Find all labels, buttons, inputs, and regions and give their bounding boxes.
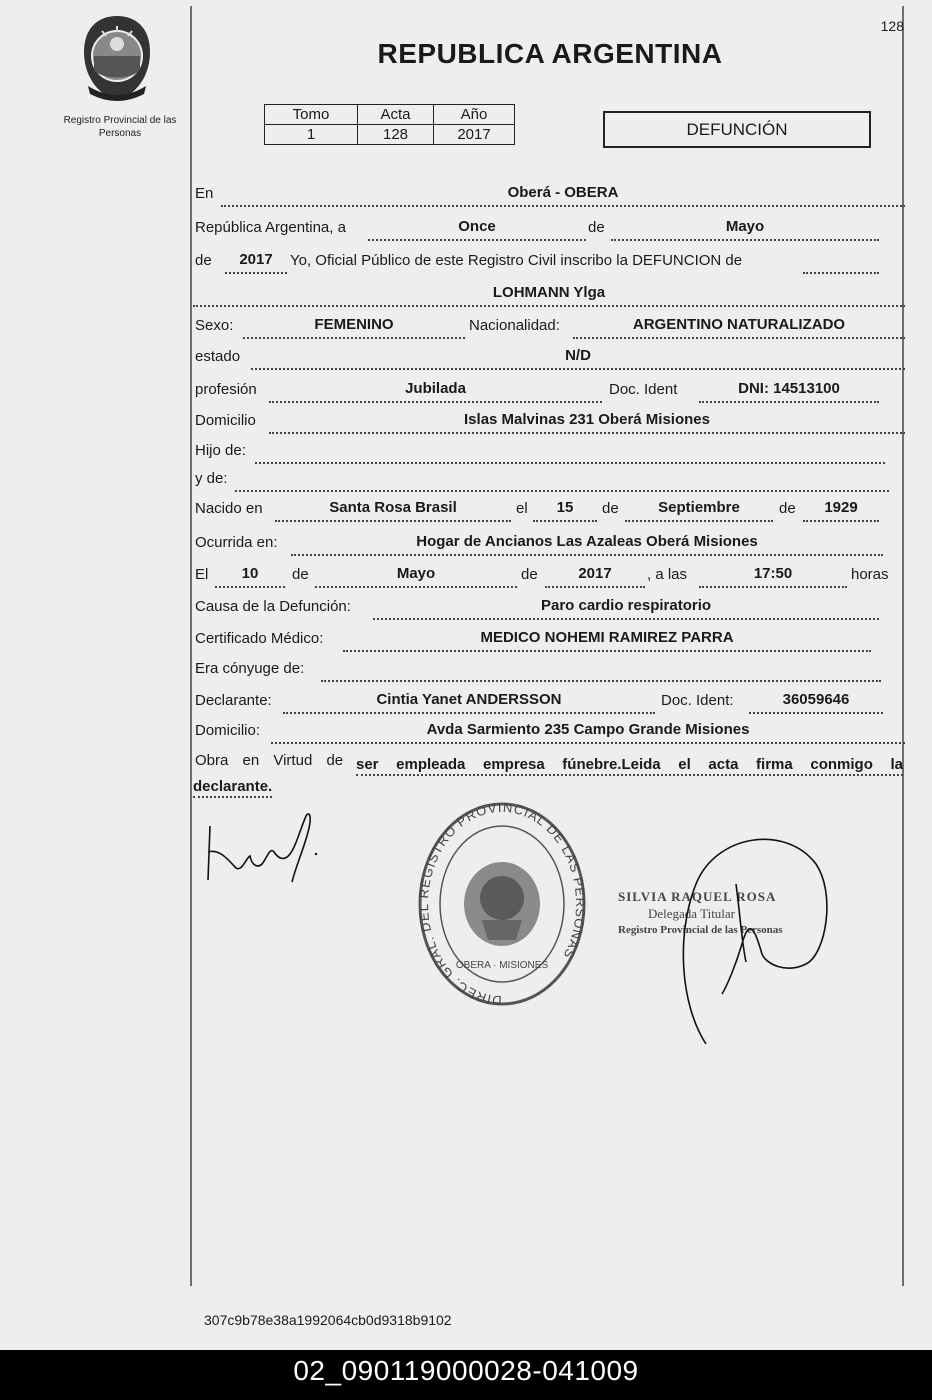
label-doc-ident: Doc. Ident bbox=[609, 381, 678, 398]
value-declarante-doc: 36059646 bbox=[782, 691, 850, 708]
row-conyuge bbox=[193, 658, 905, 684]
record-index-table bbox=[264, 104, 515, 145]
label-en: En bbox=[195, 185, 214, 202]
page-number: 128 bbox=[880, 18, 904, 34]
label-ocurrida-en: Ocurrida en: bbox=[195, 534, 278, 551]
row-nacimiento bbox=[193, 498, 905, 524]
row-hijo-de bbox=[193, 440, 905, 466]
dotted-line bbox=[321, 680, 881, 682]
dotted-line bbox=[803, 520, 879, 522]
dotted-line bbox=[221, 205, 905, 207]
value-dia: Once bbox=[458, 218, 496, 235]
registry-caption: Registro Provincial de las Personas bbox=[63, 115, 177, 139]
value-certificado: MEDICO NOHEMI RAMIREZ PARRA bbox=[480, 629, 734, 646]
dotted-line bbox=[193, 305, 905, 307]
row-lugar bbox=[193, 183, 905, 209]
dotted-line bbox=[699, 586, 847, 588]
value-anio: 2017 bbox=[239, 251, 273, 268]
label-doc-ident: Doc. Ident: bbox=[661, 692, 734, 709]
label-estado: estado bbox=[195, 348, 241, 365]
acta-header: Acta bbox=[358, 105, 434, 125]
value-obra-line1: ser empleada empresa fúnebre.Leida el acta firma conmigo la bbox=[356, 756, 903, 776]
anio-header: Año bbox=[434, 105, 515, 125]
label-declarante: Declarante: bbox=[195, 692, 272, 709]
value-ocurrida-en: Hogar de Ancianos Las Azaleas Oberá Misiones bbox=[416, 533, 758, 550]
dotted-line bbox=[251, 368, 905, 370]
label-el-cap: El bbox=[195, 566, 209, 583]
label-de: de bbox=[779, 500, 796, 517]
label-hijo-de: Hijo de: bbox=[195, 442, 246, 459]
row-profesion bbox=[193, 379, 905, 405]
label-el: el bbox=[516, 500, 528, 517]
row-domicilio bbox=[193, 410, 905, 436]
dotted-line bbox=[275, 520, 511, 522]
dotted-line bbox=[368, 239, 586, 241]
province-coat-of-arms-logo bbox=[78, 12, 156, 104]
row-declarante bbox=[193, 690, 905, 716]
document-title: REPUBLICA ARGENTINA bbox=[377, 38, 723, 69]
dotted-line bbox=[625, 520, 773, 522]
official-signature bbox=[676, 824, 836, 1059]
dotted-line bbox=[283, 712, 655, 714]
dotted-line bbox=[343, 650, 871, 652]
value-nac-dia: 15 bbox=[556, 499, 574, 516]
anio-value: 2017 bbox=[434, 125, 515, 145]
value-nac-anio: 1929 bbox=[824, 499, 858, 516]
dotted-line bbox=[533, 520, 597, 522]
value-nacido-en: Santa Rosa Brasil bbox=[329, 499, 457, 516]
official-org: Registro Provincial de las Personas bbox=[618, 924, 783, 936]
label-republica: República Argentina, a bbox=[195, 219, 346, 236]
label-profesion: profesión bbox=[195, 381, 257, 398]
label-nacido-en: Nacido en bbox=[195, 500, 263, 517]
value-def-hora: 17:50 bbox=[753, 565, 793, 582]
dotted-line bbox=[545, 586, 645, 588]
value-mes: Mayo bbox=[725, 218, 765, 235]
row-causa bbox=[193, 596, 905, 622]
label-de: de bbox=[292, 566, 309, 583]
label-domicilio: Domicilio bbox=[195, 412, 256, 429]
value-def-dia: 10 bbox=[241, 565, 259, 582]
value-nacionalidad: ARGENTINO NATURALIZADO bbox=[632, 316, 846, 333]
label-sexo: Sexo: bbox=[195, 317, 234, 334]
value-lugar: Oberá - OBERA bbox=[507, 184, 619, 201]
value-domicilio: Islas Malvinas 231 Oberá Misiones bbox=[464, 411, 710, 428]
label-de: de bbox=[521, 566, 538, 583]
barcode-text: 02_090119000028-041009 bbox=[293, 1355, 639, 1386]
value-def-mes: Mayo bbox=[396, 565, 436, 582]
row-fecha-defuncion bbox=[193, 564, 905, 590]
value-declarante-domicilio: Avda Sarmiento 235 Campo Grande Misiones bbox=[426, 721, 750, 738]
value-estado: N/D bbox=[565, 347, 591, 364]
label-de: de bbox=[602, 500, 619, 517]
label-horas: horas bbox=[851, 566, 889, 583]
label-obra: Obra en Virtud de bbox=[195, 752, 344, 769]
label-oficial: Yo, Oficial Público de este Registro Civil inscribo la DEFUNCION de bbox=[290, 252, 743, 269]
label-de: de bbox=[588, 219, 605, 236]
row-y-de bbox=[193, 468, 905, 494]
label-conyuge: Era cónyuge de: bbox=[195, 660, 305, 677]
row-obra-2 bbox=[193, 774, 905, 798]
dotted-line bbox=[225, 272, 287, 274]
label-domicilio: Domicilio: bbox=[195, 722, 261, 739]
value-def-anio: 2017 bbox=[578, 565, 612, 582]
label-y-de: y de: bbox=[195, 470, 228, 487]
tomo-value: 1 bbox=[265, 125, 358, 145]
value-nac-mes: Septiembre bbox=[658, 499, 740, 516]
row-sexo bbox=[193, 315, 905, 341]
dotted-line bbox=[243, 337, 465, 339]
dotted-line bbox=[269, 401, 602, 403]
row-oficial bbox=[193, 250, 905, 276]
row-obra bbox=[193, 752, 905, 776]
dotted-line bbox=[315, 586, 517, 588]
dotted-line bbox=[373, 618, 879, 620]
seal-ring-text: DIREC. GRAL. DEL REGISTRO PROVINCIAL DE LAS PERSONAS bbox=[416, 800, 588, 1009]
official-name: SILVIA RAQUEL ROSA bbox=[618, 889, 777, 904]
label-a-las: , a las bbox=[647, 566, 688, 583]
declarant-signature bbox=[200, 806, 330, 895]
dotted-line bbox=[291, 554, 883, 556]
dotted-line bbox=[269, 432, 905, 434]
act-type-box: DEFUNCIÓN bbox=[603, 111, 871, 148]
seal-inner-text: OBERA · MISIONES bbox=[455, 960, 549, 971]
value-nombre: LOHMANN Ylga bbox=[492, 284, 606, 301]
dotted-line bbox=[803, 272, 879, 274]
row-fecha bbox=[193, 217, 905, 243]
dotted-line bbox=[699, 401, 879, 403]
label-causa: Causa de la Defunción: bbox=[195, 598, 351, 615]
dotted-line bbox=[215, 586, 285, 588]
value-obra-line2: declarante. bbox=[193, 778, 272, 798]
tomo-header: Tomo bbox=[265, 105, 358, 125]
dotted-line bbox=[749, 712, 883, 714]
value-profesion: Jubilada bbox=[405, 380, 466, 397]
value-causa: Paro cardio respiratorio bbox=[540, 597, 712, 614]
acta-value: 128 bbox=[358, 125, 434, 145]
official-role: Delegada Titular bbox=[648, 906, 736, 921]
row-ocurrida bbox=[193, 532, 905, 558]
value-doc: DNI: 14513100 bbox=[738, 380, 840, 397]
value-sexo: FEMENINO bbox=[314, 316, 394, 333]
dotted-line bbox=[611, 239, 879, 241]
dotted-line bbox=[271, 742, 905, 744]
label-certificado: Certificado Médico: bbox=[195, 630, 324, 647]
row-estado bbox=[193, 346, 905, 372]
row-nombre bbox=[193, 283, 905, 309]
document-hash: 307c9b78e38a1992064cb0d9318b9102 bbox=[204, 1312, 452, 1328]
label-de: de bbox=[195, 252, 212, 269]
value-declarante: Cintia Yanet ANDERSSON bbox=[376, 691, 562, 708]
dotted-line bbox=[573, 337, 905, 339]
row-certificado bbox=[193, 628, 905, 654]
official-seal-stamp bbox=[416, 800, 588, 1015]
left-margin-rule bbox=[190, 6, 192, 1286]
label-nacionalidad: Nacionalidad: bbox=[469, 317, 560, 334]
dotted-line bbox=[255, 462, 885, 464]
dotted-line bbox=[235, 490, 889, 492]
row-domicilio-declarante bbox=[193, 720, 905, 746]
